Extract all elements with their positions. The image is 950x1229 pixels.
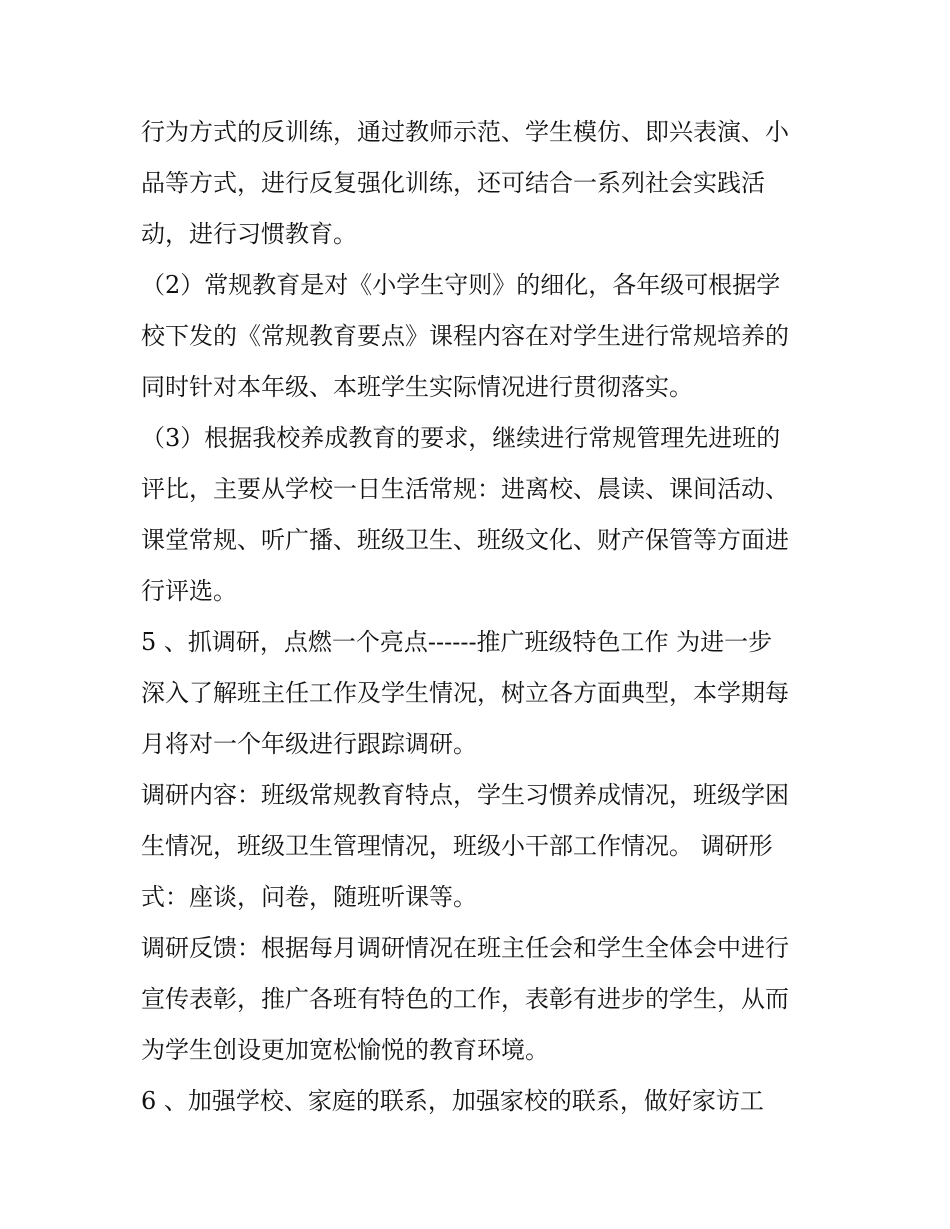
text-line: 5 、抓调研，点燃一个亮点------推广班级特色工作 为进一步 — [141, 628, 773, 656]
text-line: 为学生创设更加宽松愉悦的教育环境。 — [141, 1036, 549, 1064]
text-line: 深入了解班主任工作及学生情况，树立各方面典型，本学期每 — [141, 679, 789, 707]
text-line: 评比，主要从学校一日生活常规：进离校、晨读、课间活动、 — [141, 475, 789, 503]
text-line: 行为方式的反训练，通过教师示范、学生模仿、即兴表演、小 — [141, 118, 789, 146]
text-line: （3）根据我校养成教育的要求，继续进行常规管理先进班的 — [141, 424, 781, 452]
text-line: 动，进行习惯教育。 — [141, 220, 357, 248]
text-line: 式：座谈，问卷，随班听课等。 — [141, 883, 477, 911]
text-line: 生情况，班级卫生管理情况，班级小干部工作情况。 调研形 — [141, 832, 773, 860]
text-line: 校下发的《常规教育要点》课程内容在对学生进行常规培养的 — [141, 322, 789, 350]
text-line: 6 、加强学校、家庭的联系，加强家校的联系，做好家访工 — [141, 1087, 764, 1115]
text-line: 行评选。 — [141, 577, 237, 605]
text-line: （2）常规教育是对《小学生守则》的细化，各年级可根据学 — [141, 271, 781, 299]
text-line: 调研反馈：根据每月调研情况在班主任会和学生全体会中进行 — [141, 934, 789, 962]
text-line: 品等方式，进行反复强化训练，还可结合一系列社会实践活 — [141, 169, 765, 197]
text-line: 宣传表彰，推广各班有特色的工作，表彰有进步的学生，从而 — [141, 985, 789, 1013]
text-line: 同时针对本年级、本班学生实际情况进行贯彻落实。 — [141, 373, 693, 401]
document-body — [141, 107, 841, 1127]
text-line: 调研内容：班级常规教育特点，学生习惯养成情况，班级学困 — [141, 781, 789, 809]
text-line: 月将对一个年级进行跟踪调研。 — [141, 730, 477, 758]
text-line: 课堂常规、听广播、班级卫生、班级文化、财产保管等方面进 — [141, 526, 789, 554]
